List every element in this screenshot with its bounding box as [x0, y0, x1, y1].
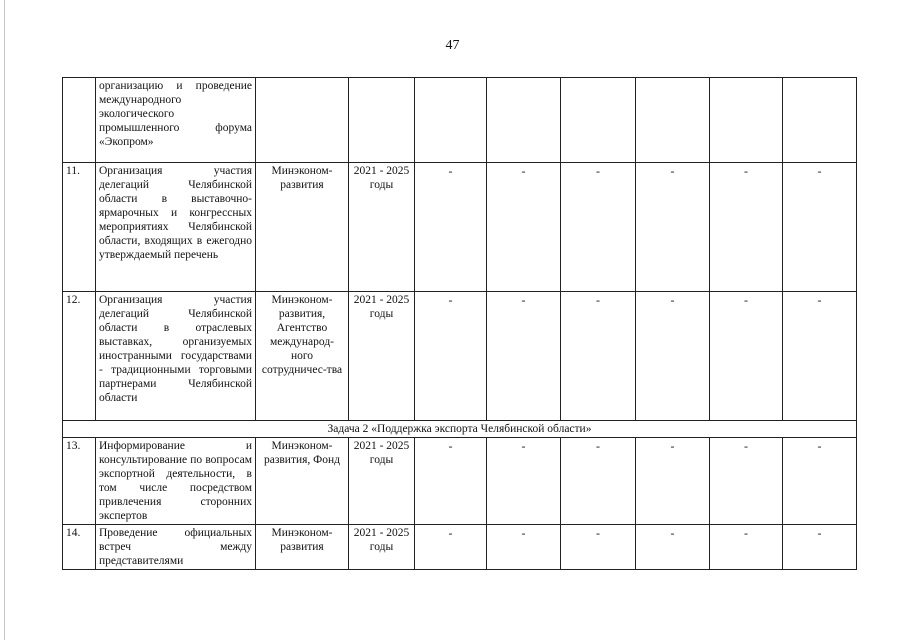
- table-row: [63, 525, 857, 570]
- cell-value: -: [783, 292, 857, 421]
- cell-value: -: [487, 525, 561, 570]
- cell-value: -: [636, 292, 710, 421]
- cell-value: -: [561, 525, 636, 570]
- cell-value: [415, 78, 487, 163]
- table-row: [63, 163, 857, 292]
- cell-value: -: [561, 163, 636, 292]
- cell-num: 13.: [63, 438, 96, 525]
- cell-value: -: [487, 438, 561, 525]
- cell-value: [783, 78, 857, 163]
- cell-period: 2021 - 2025 годы: [349, 163, 415, 292]
- cell-value: [487, 78, 561, 163]
- cell-num: 14.: [63, 525, 96, 570]
- cell-value: -: [710, 438, 783, 525]
- cell-value: -: [561, 438, 636, 525]
- cell-value: -: [561, 292, 636, 421]
- cell-value: -: [783, 525, 857, 570]
- cell-exec: [256, 78, 349, 163]
- cell-value: -: [415, 438, 487, 525]
- measures-table: [62, 77, 857, 570]
- cell-title: Информирование и консультирование по вопросам экспортной деятельности, в том числе посредством привлечения сторонних экспертов: [96, 438, 256, 525]
- cell-title: Организация участия делегаций Челябинской области в отраслевых выставках, организуемых иностранными государствами - традиционными торговыми партнерами Челябинской области: [96, 292, 256, 421]
- cell-value: -: [710, 163, 783, 292]
- cell-period: [349, 78, 415, 163]
- cell-value: -: [710, 292, 783, 421]
- table-row-continuation: [63, 78, 857, 163]
- cell-period: 2021 - 2025 годы: [349, 525, 415, 570]
- cell-num: [63, 78, 96, 163]
- cell-value: -: [636, 163, 710, 292]
- cell-value: -: [487, 292, 561, 421]
- table-row: [63, 292, 857, 421]
- task-heading-row: [63, 421, 857, 438]
- cell-value: -: [415, 292, 487, 421]
- cell-exec: Минэконом-развития: [256, 163, 349, 292]
- cell-value: -: [636, 525, 710, 570]
- cell-value: [636, 78, 710, 163]
- cell-title: организацию и проведение международного экологического промышленного форума «Экопром»: [96, 78, 256, 163]
- cell-value: -: [487, 163, 561, 292]
- cell-exec: Минэконом-развития, Фонд: [256, 438, 349, 525]
- task-heading: Задача 2 «Поддержка экспорта Челябинской области»: [63, 421, 857, 438]
- cell-period: 2021 - 2025 годы: [349, 292, 415, 421]
- cell-value: -: [415, 525, 487, 570]
- cell-title: Организация участия делегаций Челябинской области в выставочно-ярмарочных и конгрессных мероприятиях Челябинской области, входящих в ежегодно утверждаемый перечень: [96, 163, 256, 292]
- cell-exec: Минэконом-развития: [256, 525, 349, 570]
- cell-title: Проведение официальных встреч между представителями: [96, 525, 256, 570]
- cell-value: -: [710, 525, 783, 570]
- cell-value: -: [636, 438, 710, 525]
- cell-value: -: [783, 438, 857, 525]
- cell-exec: Минэконом-развития, Агентство международ-ного сотрудничес-тва: [256, 292, 349, 421]
- scan-edge-line: [4, 0, 5, 640]
- cell-period: 2021 - 2025 годы: [349, 438, 415, 525]
- cell-value: -: [783, 163, 857, 292]
- cell-num: 11.: [63, 163, 96, 292]
- page-number: 47: [445, 38, 460, 53]
- cell-value: [561, 78, 636, 163]
- table-row: [63, 438, 857, 525]
- cell-value: [710, 78, 783, 163]
- cell-value: -: [415, 163, 487, 292]
- cell-num: 12.: [63, 292, 96, 421]
